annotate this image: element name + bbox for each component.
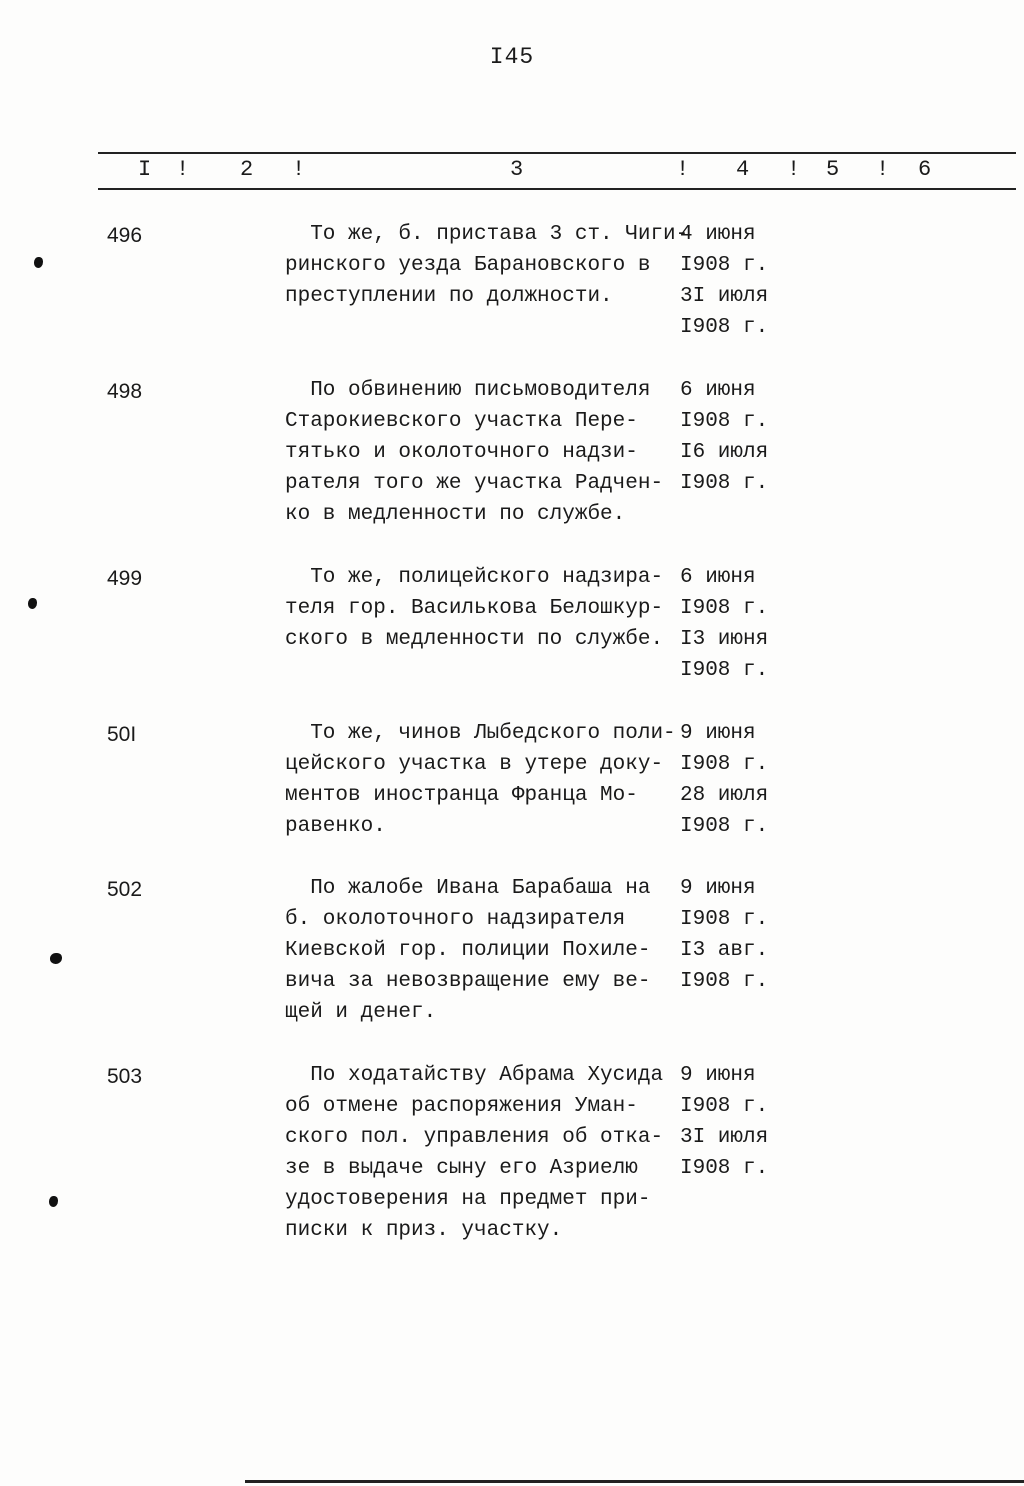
header-bottom-rule <box>98 188 1016 190</box>
column-header-1: I <box>138 157 152 182</box>
record-description: То же, полицейского надзира- теля гор. Василькова Белошкур- ского в медленности по службе. <box>285 566 664 651</box>
record-dates: 6 июня I908 г. I3 июня I908 г. <box>680 566 769 682</box>
bottom-edge-rule <box>245 1480 1024 1483</box>
record-number: 502 <box>107 878 143 901</box>
record-description: То же, б. пристава 3 ст. Чиги- ринского уезда Барановского в преступлении по должности. <box>285 223 689 308</box>
column-header-4: 4 <box>736 157 750 182</box>
column-header-5: 5 <box>826 157 840 182</box>
binding-hole-mark <box>28 598 37 609</box>
column-header-6: 6 <box>918 157 932 182</box>
binding-hole-mark <box>49 1196 58 1207</box>
record-number: 498 <box>107 380 143 403</box>
record-number: 50I <box>107 723 137 746</box>
header-top-rule <box>98 152 1016 154</box>
column-separator: ! <box>176 157 190 182</box>
column-separator: ! <box>787 157 801 182</box>
column-separator: ! <box>292 157 306 182</box>
record-number: 499 <box>107 567 143 590</box>
binding-hole-mark <box>34 257 43 268</box>
column-separator: ! <box>676 157 690 182</box>
column-header-3: 3 <box>510 157 524 182</box>
record-number: 503 <box>107 1065 143 1088</box>
column-header-2: 2 <box>240 157 254 182</box>
page-number: I45 <box>489 44 535 70</box>
record-dates: 6 июня I908 г. I6 июля I908 г. <box>680 379 769 495</box>
record-number: 496 <box>107 224 143 247</box>
column-separator: ! <box>876 157 890 182</box>
record-dates: 9 июня I908 г. I3 авг. I908 г. <box>680 877 769 993</box>
record-description: По обвинению письмоводителя Старокиевского участка Пере- тятько и околоточного надзи- рателя того же участка Радчен- ко в медленности по службе. <box>285 379 664 526</box>
binding-hole-mark <box>50 953 62 964</box>
record-dates: 4 июня I908 г. 3I июля I908 г. <box>680 223 769 339</box>
record-dates: 9 июня I908 г. 3I июля I908 г. <box>680 1064 769 1180</box>
record-description: То же, чинов Лыбедского поли- цейского участка в утере доку- ментов иностранца Франца Мо- равенко. <box>285 722 676 838</box>
record-description: По жалобе Ивана Барабаша на б. околоточного надзирателя Киевской гор. полиции Похиле- вича за невозвращение ему ве- щей и денег. <box>285 877 651 1024</box>
record-description: По ходатайству Абрама Хусида об отмене распоряжения Уман- ского пол. управления об отка- зе в выдаче сыну его Азриелю удостоверения на предмет при- писки к приз. участку. <box>285 1064 664 1242</box>
record-dates: 9 июня I908 г. 28 июля I908 г. <box>680 722 769 838</box>
